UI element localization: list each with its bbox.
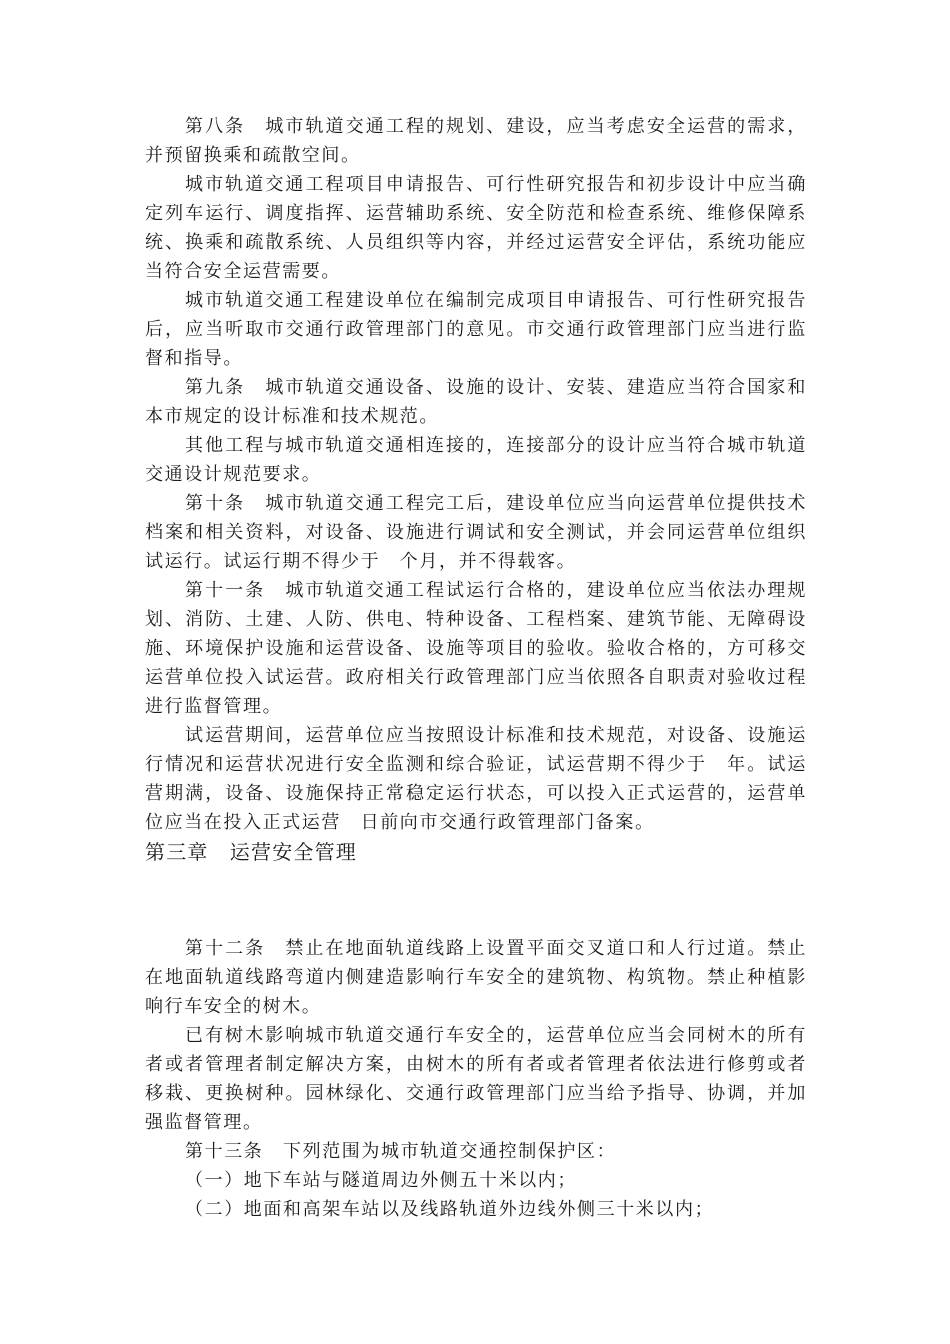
- section-spacer: [145, 867, 807, 934]
- chapter-heading: 第三章 运营安全管理: [145, 840, 357, 864]
- article-8-paragraph-2: 城市轨道交通工程项目申请报告、可行性研究报告和初步设计中应当确定列车运行、调度指挥、运营辅助系统、安全防范和检查系统、维修保障系统、换乘和疏散系统、人员组织等内容，并经过运营安全评估，系统功能应当符合安全运营需要。: [145, 174, 807, 282]
- article-11-paragraph-2: 试运营期间，运营单位应当按照设计标准和技术规范，对设备、设施运行情况和运营状况进行安全监测和综合验证，试运营期不得少于 年。试运营期满，设备、设施保持正常稳定运行状态，可以投入正式运营的，运营单位应当在投入正式运营 日前向市交通行政管理部门备案。: [145, 725, 807, 833]
- article-8: 第八条 城市轨道交通工程的规划、建设，应当考虑安全运营的需求，并预留换乘和疏散空间。: [145, 116, 807, 166]
- article-13-item-1: （一）地下车站与隧道周边外侧五十米以内；: [185, 1170, 577, 1191]
- document-body: [145, 112, 807, 1224]
- article-9-paragraph-2: 其他工程与城市轨道交通相连接的，连接部分的设计应当符合城市轨道交通设计规范要求。: [145, 435, 807, 485]
- article-13: 第十三条 下列范围为城市轨道交通控制保护区：: [185, 1141, 617, 1162]
- article-11: 第十一条 城市轨道交通工程试运行合格的，建设单位应当依法办理规划、消防、土建、人防、供电、特种设备、工程档案、建筑节能、无障碍设施、环境保护设施和运营设备、设施等项目的验收。验收合格的，方可移交运营单位投入试运营。政府相关行政管理部门应当依照各自职责对验收过程进行监督管理。: [145, 580, 807, 717]
- article-13-item-2: （二）地面和高架车站以及线路轨道外边线外侧三十米以内；: [185, 1199, 715, 1220]
- article-12-paragraph-2: 已有树木影响城市轨道交通行车安全的，运营单位应当会同树木的所有者或者管理者制定解决方案，由树木的所有者或者管理者依法进行修剪或者移栽、更换树种。园林绿化、交通行政管理部门应当给予指导、协调，并加强监督管理。: [145, 1025, 807, 1133]
- article-9: 第九条 城市轨道交通设备、设施的设计、安装、建造应当符合国家和本市规定的设计标准和技术规范。: [145, 377, 807, 427]
- article-10: 第十条 城市轨道交通工程完工后，建设单位应当向运营单位提供技术档案和相关资料，对设备、设施进行调试和安全测试，并会同运营单位组织试运行。试运行期不得少于 个月，并不得载客。: [145, 493, 807, 572]
- article-8-paragraph-3: 城市轨道交通工程建设单位在编制完成项目申请报告、可行性研究报告后，应当听取市交通行政管理部门的意见。市交通行政管理部门应当进行监督和指导。: [145, 290, 807, 369]
- article-12: 第十二条 禁止在地面轨道线路上设置平面交叉道口和人行过道。禁止在地面轨道线路弯道内侧建造影响行车安全的建筑物、构筑物。禁止种植影响行车安全的树木。: [145, 938, 807, 1017]
